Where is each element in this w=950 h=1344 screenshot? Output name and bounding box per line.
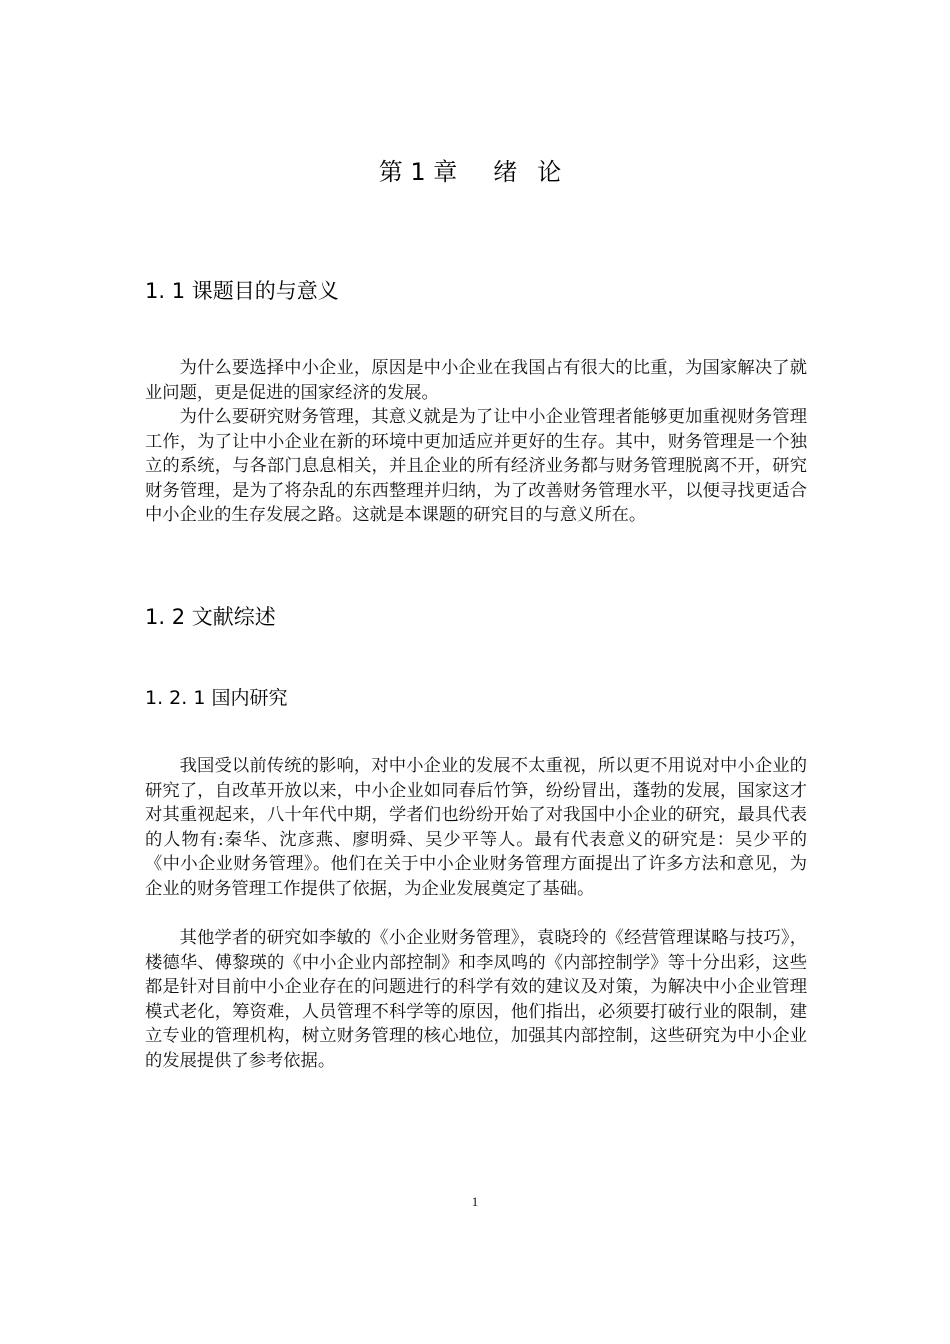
paragraph: 其他学者的研究如李敏的《小企业财务管理》，袁晓玲的《经营管理谋略与技巧》，楼德华、傅黎瑛的《中小企业内部控制》和李凤鸣的《内部控制学》等十分出彩，这些都是针对目前中小企业存在的问题进行的科学有效的建议及对策，为解决中小企业管理模式老化，筹资难，人员管理不科学等的原因，他们指出，必须要打破行业的限制，建立专业的管理机构，树立财务管理的核心地位，加强其内部控制，这些研究为中小企业的发展提供了参考依据。	[145, 928, 807, 1071]
page-number: 1	[471, 1194, 479, 1209]
chapter-number: 第 1 章	[378, 158, 458, 186]
paragraph: 为什么要选择中小企业，原因是中小企业在我国占有很大的比重，为国家解决了就业问题，更是促进的国家经济的发展。	[145, 358, 807, 403]
section-heading-1-2-1: 1. 2. 1 国内研究	[145, 687, 288, 709]
paragraph: 我国受以前传统的影响，对中小企业的发展不太重视，所以更不用说对中小企业的研究了，自改革开放以来，中小企业如同春后竹笋，纷纷冒出，蓬勃的发展，国家这才对其重视起来，八十年代中期，学者们也纷纷开始了对我国中小企业的研究，最具代表的人物有:秦华、沈彦燕、廖明舜、吴少平等人。最有代表意义的研究是：吴少平的《中小企业财务管理》。他们在关于中小企业财务管理方面提出了许多方法和意见，为企业的财务管理工作提供了依据，为企业发展奠定了基础。	[145, 756, 807, 899]
chapter-title-char: 绪	[493, 158, 518, 186]
section-heading-1-2: 1. 2 文献综述	[145, 605, 276, 629]
chapter-title-char: 论	[537, 158, 562, 186]
paragraph: 为什么要研究财务管理，其意义就是为了让中小企业管理者能够更加重视财务管理工作，为了让中小企业在新的环境中更加适应并更好的生存。其中，财务管理是一个独立的系统，与各部门息息相关，并且企业的所有经济业务都与财务管理脱离不开，研究财务管理，是为了将杂乱的东西整理并归纳，为了改善财务管理水平，以便寻找更适合中小企业的生存发展之路。这就是本课题的研究目的与意义所在。	[145, 407, 807, 525]
chapter-title	[0, 154, 950, 190]
section-heading-1-1: 1. 1 课题目的与意义	[145, 279, 339, 303]
